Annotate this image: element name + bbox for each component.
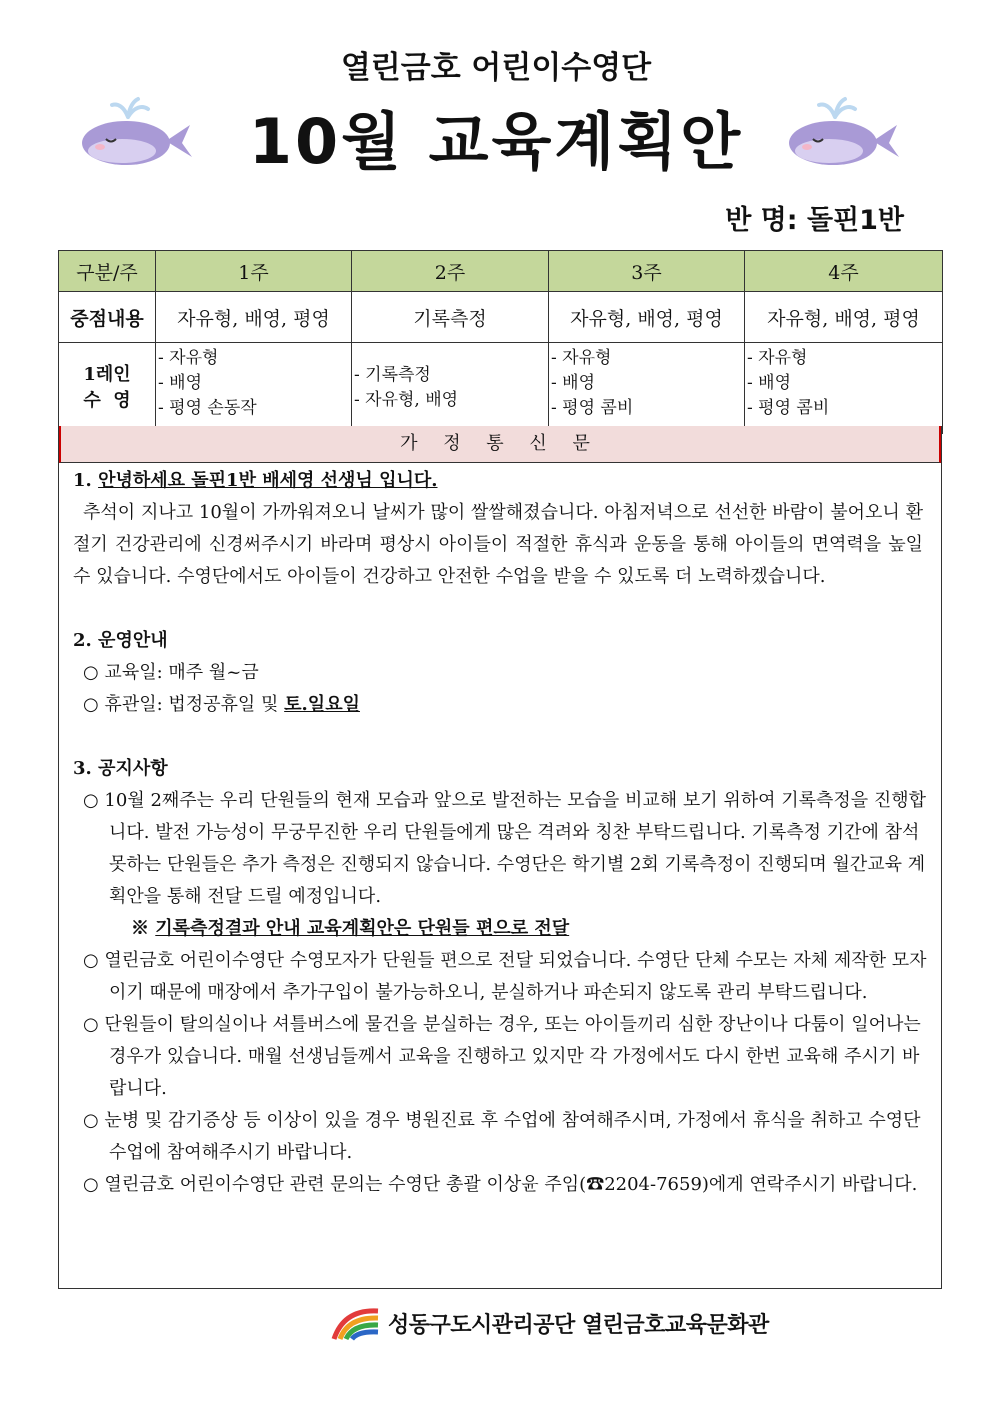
header-cell: 구분/주 <box>59 251 156 292</box>
table-row <box>59 343 943 434</box>
table-cell <box>352 343 549 434</box>
table-cell: 자유형, 배영, 평영 <box>156 292 352 343</box>
table-row <box>59 292 943 343</box>
row-label-line: 1레인 <box>83 364 131 385</box>
list-item: - 배영 <box>158 373 202 393</box>
section-1-body: 추석이 지나고 10월이 가까워져오니 날씨가 많이 쌀쌀해졌습니다. 아침저녁으로 선선한 바람이 불어오니 환절기 건강관리에 신경써주시기 바라며 평상시 아이들이 적절한 휴식과 운동을 통해 아이들의 면역력을 높일 수 있습니다. 수영단에서도 아이들이 건강하고 안전한 수업을 받을 수 있도록 더 노력하겠습니다. <box>73 502 923 587</box>
closed-day-text: ○ 휴관일: 법정공휴일 및 <box>83 694 285 715</box>
list-item: - 기록측정 <box>354 365 431 385</box>
notice-item: ○ 단원들이 탈의실이나 셔틀버스에 물건을 분실하는 경우, 또는 아이들끼리 심한 장난이나 다툼이 일어나는 경우가 있습니다. 매월 선생님들께서 교육을 진행하고 있지만 각 가정에서도 다시 한번 교육해 주시기 바랍니다. <box>83 1014 921 1099</box>
row-label-line: 수 영 <box>83 390 131 411</box>
table-cell <box>156 343 352 434</box>
notice-body <box>59 463 941 1201</box>
list-item: - 자유형 <box>158 348 219 368</box>
edu-day-item: ○ 교육일: 매주 월~금 <box>83 662 259 683</box>
list-item: - 배영 <box>747 373 791 393</box>
notice-heading: 가 정 통 신 문 <box>59 426 941 463</box>
list-item: - 평영 콤비 <box>551 398 634 418</box>
table-cell <box>745 343 943 434</box>
table-header-row <box>59 251 943 292</box>
section-1-title <box>73 465 935 497</box>
header-cell: 2주 <box>352 251 549 292</box>
notice-item: ○ 열린금호 어린이수영단 수영모자가 단원들 편으로 전달 되었습니다. 수영단 단체 수모는 자체 제작한 모자이기 때문에 매장에서 추가구입이 불가능하오니, 분실하거나 파손되지 않도록 관리 부탁드립니다. <box>83 950 927 1003</box>
notice-item: ○ 열린금호 어린이수영단 관련 문의는 수영단 총괄 이상윤 주임(☎2204-7659)에게 연락주시기 바랍니다. <box>83 1174 918 1195</box>
closed-day-item <box>73 689 935 721</box>
table-cell: 기록측정 <box>352 292 549 343</box>
class-name: 반 명: 돌핀1반 <box>725 205 904 236</box>
list-item: - 자유형 <box>551 348 612 368</box>
list-item: - 평영 손동작 <box>158 398 257 418</box>
table-cell: 자유형, 배영, 평영 <box>745 292 943 343</box>
note-mark: ※ <box>131 918 156 939</box>
list-item: - 자유형 <box>747 348 808 368</box>
header-cell: 3주 <box>549 251 745 292</box>
row-label <box>59 343 156 434</box>
list-item: - 자유형, 배영 <box>354 390 459 410</box>
header-cell: 1주 <box>156 251 352 292</box>
weekly-plan-table <box>58 250 943 434</box>
section-3-title: 3. 공지사항 <box>73 758 168 779</box>
notice-note <box>73 913 935 945</box>
page-subtitle: 열린금호 어린이수영단 <box>340 50 652 86</box>
list-item: - 배영 <box>551 373 595 393</box>
rainbow-logo-icon <box>330 1303 382 1343</box>
notice-item: ○ 눈병 및 감기증상 등 이상이 있을 경우 병원진료 후 수업에 참여해주시며, 가정에서 휴식을 취하고 수영단 수업에 참여해주시기 바랍니다. <box>83 1110 921 1163</box>
notice-item: ○ 10월 2째주는 우리 단원들의 현재 모습과 앞으로 발전하는 모습을 비교해 보기 위하여 기록측정을 진행합니다. 발전 가능성이 무궁무진한 우리 단원들에게 많은 격려와 칭찬 부탁드립니다. 기록측정 기간에 참석 못하는 단원들은 추가 측정은 진행되지 않습니다. 수영단은 학기별 2회 기록측정이 진행되며 월간교육 계획안을 통해 전달 드릴 예정입니다. <box>83 790 927 907</box>
family-notice <box>58 426 942 1289</box>
row-label: 중점내용 <box>59 292 156 343</box>
footer <box>330 1300 769 1346</box>
table-cell <box>549 343 745 434</box>
list-item: - 평영 콤비 <box>747 398 830 418</box>
header-cell: 4주 <box>745 251 943 292</box>
section-number: 1. <box>73 470 99 491</box>
table-cell: 자유형, 배영, 평영 <box>549 292 745 343</box>
page-title: 10월 교육계획안 <box>248 105 744 178</box>
organization-name: 성동구도시관리공단 열린금호교육문화관 <box>388 1312 769 1338</box>
note-text: 기록측정결과 안내 교육계획안은 단원들 편으로 전달 <box>155 918 570 939</box>
closed-day-emphasis: 토․일요일 <box>284 694 360 715</box>
greeting-text: 안녕하세요 돌핀1반 배세영 선생님 입니다. <box>98 470 438 491</box>
section-2-title: 2. 운영안내 <box>73 630 168 651</box>
